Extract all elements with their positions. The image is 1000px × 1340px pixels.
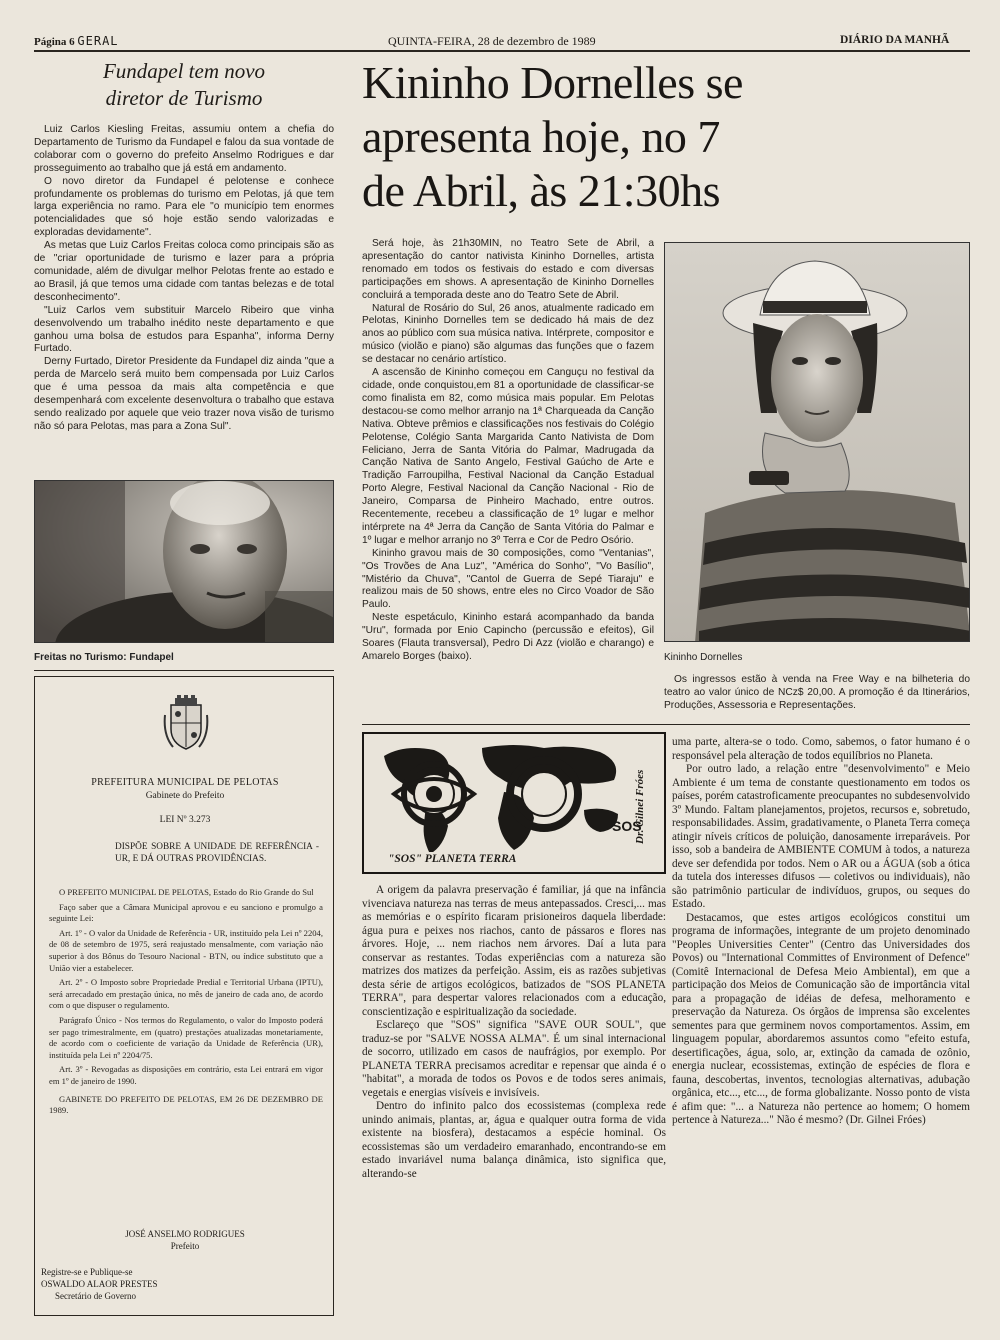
sos-byline-vertical: Dr. Gilnei Fróes (634, 769, 646, 844)
paragraph: "Luiz Carlos vem substituir Marcelo Ribeiro que vinha desenvolvendo um trabalho inédito neste departamento e que ganhou uma bolsa de estudos para Espanha", informa Derny Furtado. (34, 304, 334, 355)
kininho-headline-line: de Abril, às 21:30hs (362, 165, 720, 216)
issue-date: QUINTA-FEIRA, 28 de dezembro de 1989 (388, 34, 596, 48)
decree-paragraph: O PREFEITO MUNICIPAL DE PELOTAS, Estado do Rio Grande do Sul (59, 887, 314, 897)
paragraph: A origem da palavra preservação é familiar, já que na infância vivenciava natureza nas terras de meus antepassados. Cresci,... mas as memórias e o espírito ficaram prisioneiros daquela liberdade: água pura e peixes nos riachos, canto de pássaros e flores nas árvores. Hoje, ... nem riachos nem árvores. Daí a luta para conservar as restantes. Todas experiências com a natureza são matrizes dos matizes da perfeição. Assim, eis as razões subjetivas desta série de artigos ecológicos, batizados de "SOS PLANETA TERRA", para despertar valores relacionados com a educação, conscientização e espiritualização da sociedade. (362, 884, 666, 1018)
paragraph: Esclareço que "SOS" significa "SAVE OUR SOUL", que traduz-se por "SALVE NOSSA ALMA". É um sinal internacional de socorro, utilizado em casos de naufrágios, por exemplo. Por PLANETA TERRA precisamos acreditar e repensar que ainda é o "habitat", a morada de todos os Povos e de todos seres animais, vegetais e energias visíveis e invisíveis. (362, 1019, 666, 1099)
world-map-icon (364, 734, 664, 872)
decree-paragraph: GABINETE DO PREFEITO DE PELOTAS, EM 26 DE DEZEMBRO DE 1989. (49, 1093, 323, 1116)
decree-signer: JOSÉ ANSELMO RODRIGUES (125, 1229, 245, 1239)
fundapel-body (34, 124, 334, 474)
kininho-caption: Kininho Dornelles (664, 652, 743, 663)
fundapel-headline-line: diretor de Turismo (105, 86, 263, 110)
newspaper-name: DIÁRIO DA MANHÃ (840, 34, 950, 46)
freitas-portrait-image (35, 481, 334, 643)
paragraph: Destacamos, que estes artigos ecológicos constitui um programa de informações, integrante de um projeto denominado "Peoples Universities Center" (Centro das Universidades dos Povos) ou "International Committes of Environment of Defence" (Comitê Internacional de Defesa Meio Ambiental), em que a participação dos Meios de Comunicação são de importância vital para a propagação de idéias de defesa, melhoramento e preservação da Natureza. Os órgãos de imprensa são excelentes sementes para que germinem novos comportamentos. Assim, em linguagem popular, abordaremos assuntos como "efeito estufa, desertificações, água, solo, ar, extinção da camada de ozônio, energia nuclear, ecossistemas, extinção de espécies de flora e fauna, descobertas, inventos, tecnologias alternativas, adubação orgânica, etc..., etc..., de forma globalizante. Nosso ponto de vista é afim que: "... a Natureza não pertence ao homem; O homem pertence à Natureza..." Não é mesmo? (Dr. Gilnei Fróes) (672, 911, 970, 1126)
paragraph: Luiz Carlos Kiesling Freitas, assumiu ontem a chefia do Departamento de Turismo da Fundapel e falou da sua vontade de colaborar com o governo do prefeito Anselmo Rodrigues e dar prosseguimento ao trabalho que já está em andamento. (34, 124, 334, 174)
sos-logo-text: SOS (612, 818, 642, 834)
sos-column-1 (362, 884, 666, 1324)
decree-signer-role: Prefeito (170, 1241, 200, 1251)
page-number: Página 6 GERAL (34, 34, 119, 48)
sos-column-2 (672, 736, 970, 1320)
paragraph: Dentro do infinito palco dos ecossistemas (complexa rede unindo animais, plantas, ar, água e qualquer outra forma de vida existente na biosfera), destacamos a espécie hominal. Os ecossistemas são um verdadeiro emaranhado, encontrando-se em estado invariável numa balança dinâmica, isto significa que, alterando-se (362, 1100, 666, 1180)
paragraph: As metas que Luiz Carlos Freitas coloca como principais são as de "criar oportunidade de turismo e lazer para a própria comunidade, além de divulgar melhor Pelotas frente ao estado e ao Brasil, já que temos uma cidade com tantas belezas e de total desconhecimento". (34, 240, 334, 303)
decree-paragraph: Art. 2º - O Imposto sobre Propriedade Predial e Territorial Urbana (IPTU), será arrecadado em prestação única, no mês de janeiro de cada ano, de acordo com o que dispuser o regulamento. (49, 977, 323, 1011)
fundapel-headline-line: Fundapel tem novo (102, 59, 266, 83)
decree-secretary-role: Secretário de Governo (55, 1291, 136, 1301)
freitas-photo (34, 480, 334, 643)
kininho-headline (362, 56, 972, 218)
kininho-bottom-rule (362, 724, 970, 725)
kininho-body (362, 238, 654, 718)
paragraph: uma parte, altera-se o todo. Como, sabemos, o fator humano é o responsável pela alteração de todos equilíbrios no Planeta. (672, 736, 970, 762)
decree-register: Registre-se e Publique-se (41, 1267, 133, 1277)
paragraph: Neste espetáculo, Kininho estará acompanhado da banda "Uru", formada por Enio Capincho (percussão e efeitos), Gil Soares (Flauta transversal), Pedro Di Azz (violão e charango) e Amarelo Borges (baixo). (362, 612, 654, 662)
sos-logo-box (362, 732, 666, 874)
section-name: GERAL (77, 34, 119, 48)
decree-paragraph: Art. 3º - Revogadas as disposições em contrário, esta Lei entrará em vigor em 1º de janeiro de 1990. (49, 1064, 323, 1086)
kininho-headline-line: apresenta hoje, no 7 (362, 111, 720, 162)
decree-box (34, 676, 334, 1316)
paragraph: Derny Furtado, Diretor Presidente da Fundapel diz ainda "que a perda de Marcelo será muito bem compensada por Luiz Carlos que é uma pessoa da mais alta competência e que desempenhará com excelente desenvoltura o trabalho que estava sendo realizado por aquele que veio trazer nova visão de turismo não só para Pelotas, mas para a Zona Sul". (34, 356, 334, 432)
paragraph: A ascensão de Kininho começou em Canguçu no festival da cidade, onde conquistou,em 81 a oportunidade de classificar-se como finalista em 82, como música mais popular. Em Pelotas destacou-se como melhor arranjo na 1ª Charqueada da Canção Nativa. Obteve prêmios e classificações nos festivais do Colégio Pelotense, Colégio Santa Margarida Canto Nativista de Dom Feliciano, Jerra de Santa Vitória do Palmar, Madrugada da Canção Nativa de Santo Angelo, Festival Gaúcho de Arte e Tradição Farroupilha, Festival Nacional da Canção Estadual Porto Alegre, Festival Nacional da Canção Nacional - Rio de Janeiro, Comparsa de Pinheiro Machado, entre outros. Recentemente, recebeu a classificação de 1º lugar e melhor intérprete na 4ª Jerra da Canção de Santa Vitória do Palmar e 1º lugar e melhor arranjo no 3º Terra e Cor de Pedro Osório. (362, 367, 654, 546)
kininho-headline-line: Kininho Dornelles se (362, 57, 743, 108)
decree-body (49, 887, 323, 1120)
kininho-photo (664, 242, 970, 642)
kininho-tickets: Os ingressos estão à venda na Free Way e na bilheteria do teatro ao valor único de NCz$ 20,00. A promoção é da Itinerários, Produções, Assessoria e Representações. (664, 674, 970, 711)
paragraph: Natural de Rosário do Sul, 26 anos, atualmente radicado em Pelotas, Kininho Dornelles tem se dedicado há mais de dez anos ao público com sua música nativa. Intérprete, compositor e músico (violão e piano) são algumas das funções que o fazem se destacar no cenário artístico. (362, 302, 654, 366)
fundapel-headline (34, 58, 334, 112)
paragraph: Por outro lado, a relação entre "desenvolvimento" e Meio Ambiente é um tema de constante questionamento em todos os países, porém catastroficamente preocupantes no subdesenvolvido 3º Mundo. Faltam planejamentos, projetos, recursos e, sobretudo, responsabilidades. Assim, gradativamente, o Planeta Terra começa atingir níveis críticos de poluição, danosamente irreparáveis. Por isso, sob a bandeira de AMBIENTE COMUM à todos, a natureza deve ser defendida por todos. Nem o AR ou a ÁGUA (sob a ótica da tutela dos interesses difusos — coletivos ou individuais), não são patrimônio particular de indivíduos, grupos, ou seques do Estado. (672, 763, 970, 910)
kininho-portrait-image (665, 243, 970, 642)
decree-secretary: OSWALDO ALAOR PRESTES (41, 1279, 158, 1289)
decree-law-number: LEI Nº 3.273 (159, 815, 211, 825)
decree-paragraph: Art. 1º - O valor da Unidade de Referência - UR, instituído pela Lei nº 2204, de 08 de setembro de 1975, será reajustado mensalmente, com variação não superior à dos Bônus do Tesouro Nacional - BTN, ou índice substituto que a União vier a estabelecer. (49, 927, 323, 973)
decree-office: Gabinete do Prefeito (145, 791, 225, 801)
sos-column-title: "SOS" PLANETA TERRA (388, 853, 517, 865)
left-column-rule (34, 670, 334, 671)
coat-of-arms-icon (163, 695, 209, 753)
decree-paragraph: Faço saber que a Câmara Municipal aprovou e eu sanciono e promulgo a seguinte Lei: (49, 901, 323, 924)
decree-paragraph: Parágrafo Único - Nos termos do Regulamento, o valor do Imposto poderá ser pago trimestralmente, em (quatro) prestações atualizadas monetariamente, de acordo com o coeficiente de variação da Unidade de Referência (UR), instituída pela Lei nº 2204/75. (49, 1014, 323, 1060)
header-rule (34, 50, 970, 52)
paragraph: Kininho gravou mais de 30 composições, como "Ventanias", "Os Trovões de Ana Luz", "América do Sonho", "Vo Basílio", "Mistério da Chuva", "Cantol de Guerra de Sepé Tiaraju" e realizou mais de 50 shows, entre eles no Circo Voador de São Paulo. (362, 547, 654, 611)
freitas-caption: Freitas no Turismo: Fundapel (34, 652, 174, 663)
paragraph: O novo diretor da Fundapel é pelotense e conhece profundamente os problemas do turismo em Pelotas, já que tem larga experiência no ramo. Para ele "o município tem enormes potencialidades que só hoje estão sendo valorizadas e exploradas devidamente". (34, 175, 334, 239)
paragraph: Será hoje, às 21h30MIN, no Teatro Sete de Abril, a apresentação do cantor nativista Kininho Dornelles, artista renomado em todos os festivais do estado e com diversas participações em shows. A apresentação de Kininho Dornelles concluirá a temporada deste ano do Teatro Sete de Abril. (362, 238, 654, 301)
decree-institution: PREFEITURA MUNICIPAL DE PELOTAS (91, 777, 279, 788)
decree-title: DISPÕE SOBRE A UNIDADE DE REFERÊNCIA - UR, E DÁ OUTRAS PROVIDÊNCIAS. (115, 842, 319, 864)
